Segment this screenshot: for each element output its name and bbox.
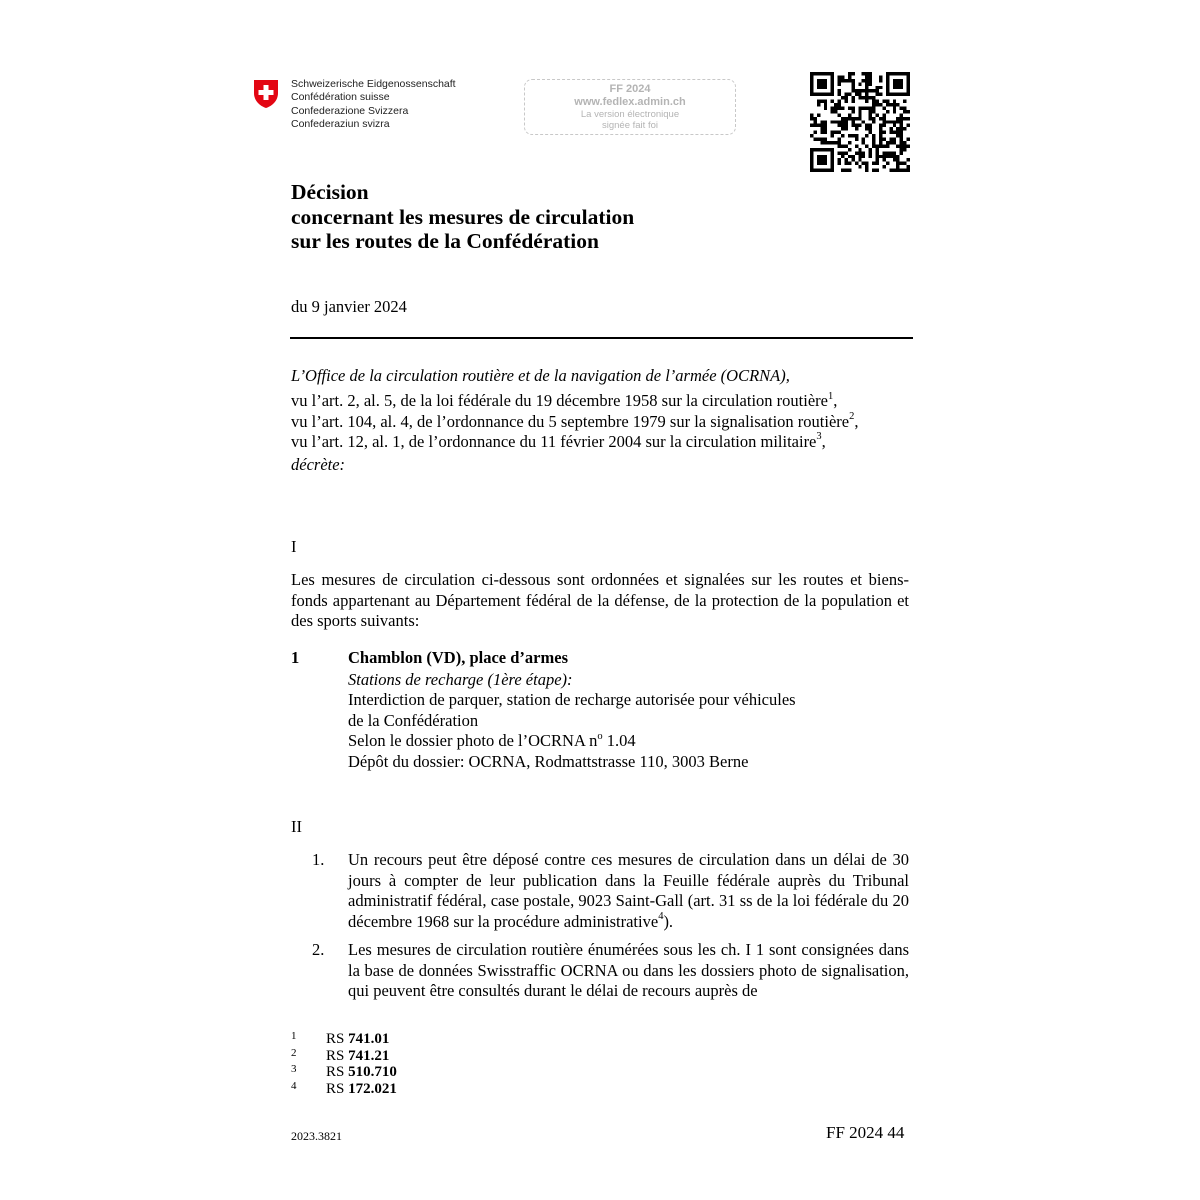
footnotes — [291, 1031, 397, 1097]
confederation-line-it: Confederazione Svizzera — [291, 104, 409, 117]
item-line-4: Dépôt du dossier: OCRNA, Rodmattstrasse 110, 3003 Berne — [348, 751, 749, 771]
document-reference: 2023.3821 — [291, 1129, 342, 1143]
confederation-name-block — [291, 78, 456, 131]
list-number-1: 1. — [312, 850, 325, 869]
preamble — [291, 366, 916, 475]
document-date: du 9 janvier 2024 — [291, 297, 407, 316]
footnote-2: 2 RS 741.21 — [291, 1046, 390, 1064]
legal-basis-3: vu l’art. 12, al. 1, de l’ordonnance du 11 février 2004 sur la circulation militaire$^3$, — [291, 431, 826, 451]
footnote-ref-4[interactable]: 4 — [658, 911, 664, 922]
stamp-ff-line: FF 2024 — [609, 83, 651, 95]
title-line-3: sur les routes de la Confédération — [291, 229, 599, 253]
stamp-url: www.fedlex.admin.ch — [574, 96, 686, 108]
footnote-ref-1[interactable]: 1 — [827, 390, 834, 402]
footnote-4: 4 RS 172.021 — [291, 1079, 397, 1097]
issuing-authority: L’Office de la circulation routière et de la navigation de l’armée (OCRNA), — [291, 366, 790, 385]
federal-gazette-reference: FF 2024 44 — [826, 1123, 905, 1142]
section-heading-ii: II — [291, 817, 302, 836]
qr-code — [810, 72, 910, 172]
confederation-line-fr: Confédération suisse — [291, 91, 390, 104]
item-line-2: de la Confédération — [348, 710, 479, 730]
footnote-3: 3 RS 510.710 — [291, 1063, 397, 1080]
electronic-version-stamp — [524, 79, 736, 135]
item-line-3: Selon le dossier photo de l’OCRNA $n^o$ 1.04 — [348, 730, 636, 750]
section-i-intro: Les mesures de circulation ci-dessous sont ordonnées et signalées sur les routes et biens-fonds appartenant au Département fédéral de la défense, de la protection de la population et des sports suivants: — [291, 570, 909, 630]
item-title: Chamblon (VD), place d’armes — [348, 648, 568, 667]
document-title — [291, 180, 634, 254]
title-line-1: Décision — [291, 180, 369, 204]
confederation-line-de: Schweizerische Eidgenossenschaft — [291, 78, 456, 90]
footnote-link-2[interactable]: 741.21 — [348, 1047, 390, 1064]
item-line-1: Interdiction de parquer, station de recharge autorisée pour véhicules — [348, 690, 796, 709]
footnote-ref-2[interactable]: 2 — [849, 411, 855, 423]
qr-code-modules — [810, 72, 910, 172]
measure-item — [348, 648, 868, 772]
stamp-note-line1: La version électronique — [580, 109, 680, 120]
title-divider — [290, 337, 913, 339]
footnote-1: 1 RS 741.01 — [291, 1030, 390, 1047]
swiss-coat-of-arms-logo — [253, 79, 279, 109]
list-item-appeal: Un recours peut être déposé contre ces mesures de circulation dans un délai de 30 jours à compter de leur publication dans la Feuille fédérale auprès du Tribunal administratif fédéral, case postale, 9023 Saint-Gall (art. 31 ss de la loi fédérale du 20 décembre 1968 sur la procédure administrative$^4$). — [348, 850, 909, 931]
footnote-link-3[interactable]: 510.710 — [348, 1064, 397, 1080]
stamp-note-line2: signée fait foi — [602, 120, 658, 131]
legal-basis-2: vu l’art. 104, al. 4, de l’ordonnance du 5 septembre 1979 sur la signalisation routière$^2$, — [291, 411, 859, 431]
legal-basis-1: vu l’art. 2, al. 5, de la loi fédérale du 19 décembre 1958 sur la circulation routière$^1$, — [291, 390, 838, 411]
confederation-line-rm: Confederaziun svizra — [291, 117, 390, 130]
title-line-2: concernant les mesures de circulation — [291, 204, 635, 229]
section-heading-i: I — [291, 537, 297, 556]
footnote-link-1[interactable]: 741.01 — [348, 1031, 390, 1047]
decree-formula: décrète: — [291, 455, 346, 475]
footnote-ref-3[interactable]: 3 — [816, 431, 822, 443]
item-number: 1 — [291, 648, 300, 667]
footnote-link-4[interactable]: 172.021 — [348, 1080, 397, 1097]
list-item-database: Les mesures de circulation routière énumérées sous les ch. I 1 sont consignées dans la base de données Swisstraffic OCRNA ou dans les dossiers photo de signalisation, qui peuvent être consultés durant le délai de recours auprès de — [348, 940, 909, 1000]
item-subtitle: Stations de recharge (1ère étape): — [348, 669, 573, 689]
list-number-2: 2. — [312, 940, 325, 959]
